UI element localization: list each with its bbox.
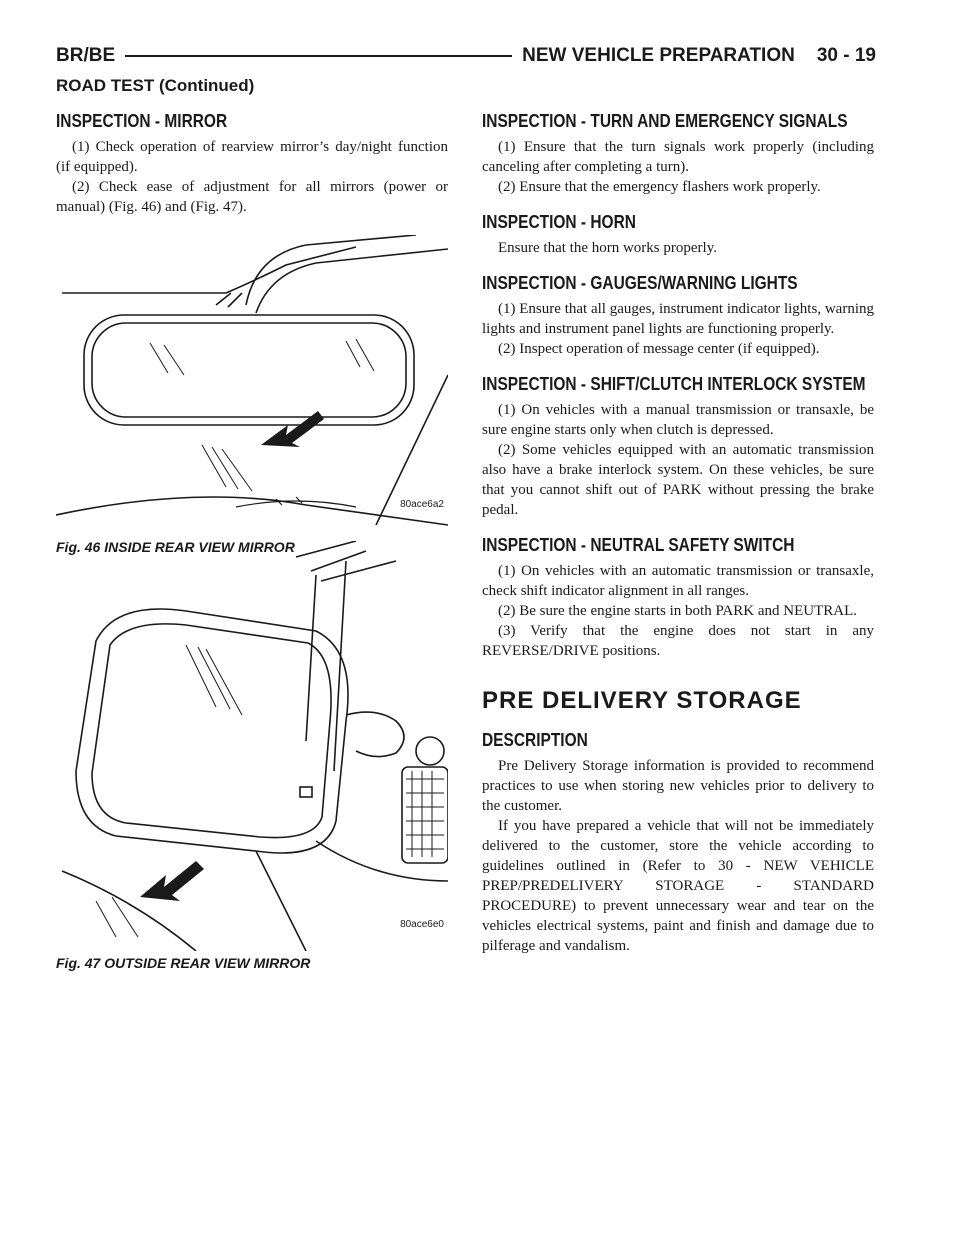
gauges-step-1: (1) Ensure that all gauges, instrument indicator lights, warning lights and instrument panel lights are functioning properly. xyxy=(482,301,874,337)
figure-47-caption: Fig. 47 OUTSIDE REAR VIEW MIRROR xyxy=(56,955,311,971)
shift-interlock-heading: INSPECTION - SHIFT/CLUTCH INTERLOCK SYSTEM xyxy=(482,374,866,394)
turn-step-1: (1) Ensure that the turn signals work properly (including canceling after completing a turn). xyxy=(482,139,874,175)
turn-signals-heading: INSPECTION - TURN AND EMERGENCY SIGNALS xyxy=(482,111,848,131)
mirror-step-2: (2) Check ease of adjustment for all mirrors (power or manual) (Fig. 46) and (Fig. 47). xyxy=(56,179,448,215)
page-header xyxy=(56,44,876,76)
left-column xyxy=(56,110,448,971)
horn-heading: INSPECTION - HORN xyxy=(482,212,636,232)
page-number: 30 - 19 xyxy=(816,45,876,66)
figure-47 xyxy=(56,541,448,971)
inside-mirror-illustration xyxy=(56,235,448,535)
neutral-switch-heading: INSPECTION - NEUTRAL SAFETY SWITCH xyxy=(482,535,795,555)
neutral-step-3: (3) Verify that the engine does not start in any REVERSE/DRIVE positions. xyxy=(482,623,874,659)
model-code: BR/BE xyxy=(56,44,125,68)
figure-47-code: 80ace6e0 xyxy=(400,919,444,930)
description-heading: DESCRIPTION xyxy=(482,730,588,750)
neutral-step-2: (2) Be sure the engine starts in both PARK and NEUTRAL. xyxy=(498,603,857,619)
mirror-heading: INSPECTION - MIRROR xyxy=(56,111,228,131)
section-title xyxy=(512,44,876,68)
mirror-step-1: (1) Check operation of rearview mirror’s day/night function (if equipped). xyxy=(56,139,448,175)
gauges-step-2: (2) Inspect operation of message center (if equipped). xyxy=(498,341,820,357)
shift-step-1: (1) On vehicles with a manual transmission or transaxle, be sure engine starts only when clutch is depressed. xyxy=(482,402,874,438)
right-column xyxy=(482,110,874,956)
storage-title: PRE DELIVERY STORAGE xyxy=(482,687,802,714)
shift-step-2: (2) Some vehicles equipped with an automatic transmission also have a brake interlock system. On these vehicles, be sure that you cannot shift out of PARK without pressing the brake pedal. xyxy=(482,442,874,518)
turn-step-2: (2) Ensure that the emergency flashers work properly. xyxy=(498,179,821,195)
horn-step-1: Ensure that the horn works properly. xyxy=(498,240,717,256)
storage-paragraph-2: If you have prepared a vehicle that will not be immediately delivered to the customer, store the vehicle according to guidelines outlined in (Refer to 30 - NEW VEHICLE PREP/PREDELIVERY STORAGE - STANDARD PROCEDURE) to prevent unnecessary wear and tear on the vehicles electrical systems, paint and finish and damage due to pilferage and vandalism. xyxy=(482,818,874,954)
figure-46-code: 80ace6a2 xyxy=(400,499,444,510)
neutral-step-1: (1) On vehicles with an automatic transmission or transaxle, check shift indicator alignment in all ranges. xyxy=(482,563,874,599)
figure-46-caption: Fig. 46 INSIDE REAR VIEW MIRROR xyxy=(56,539,295,555)
figure-46 xyxy=(56,235,448,555)
section-name: NEW VEHICLE PREPARATION xyxy=(522,45,795,66)
gauges-heading: INSPECTION - GAUGES/WARNING LIGHTS xyxy=(482,273,798,293)
storage-paragraph-1: Pre Delivery Storage information is provided to recommend practices to use when storing new vehicles prior to delivery to the customer. xyxy=(482,758,874,814)
outside-mirror-illustration xyxy=(56,541,448,951)
continued-heading: ROAD TEST (Continued) xyxy=(56,76,255,95)
